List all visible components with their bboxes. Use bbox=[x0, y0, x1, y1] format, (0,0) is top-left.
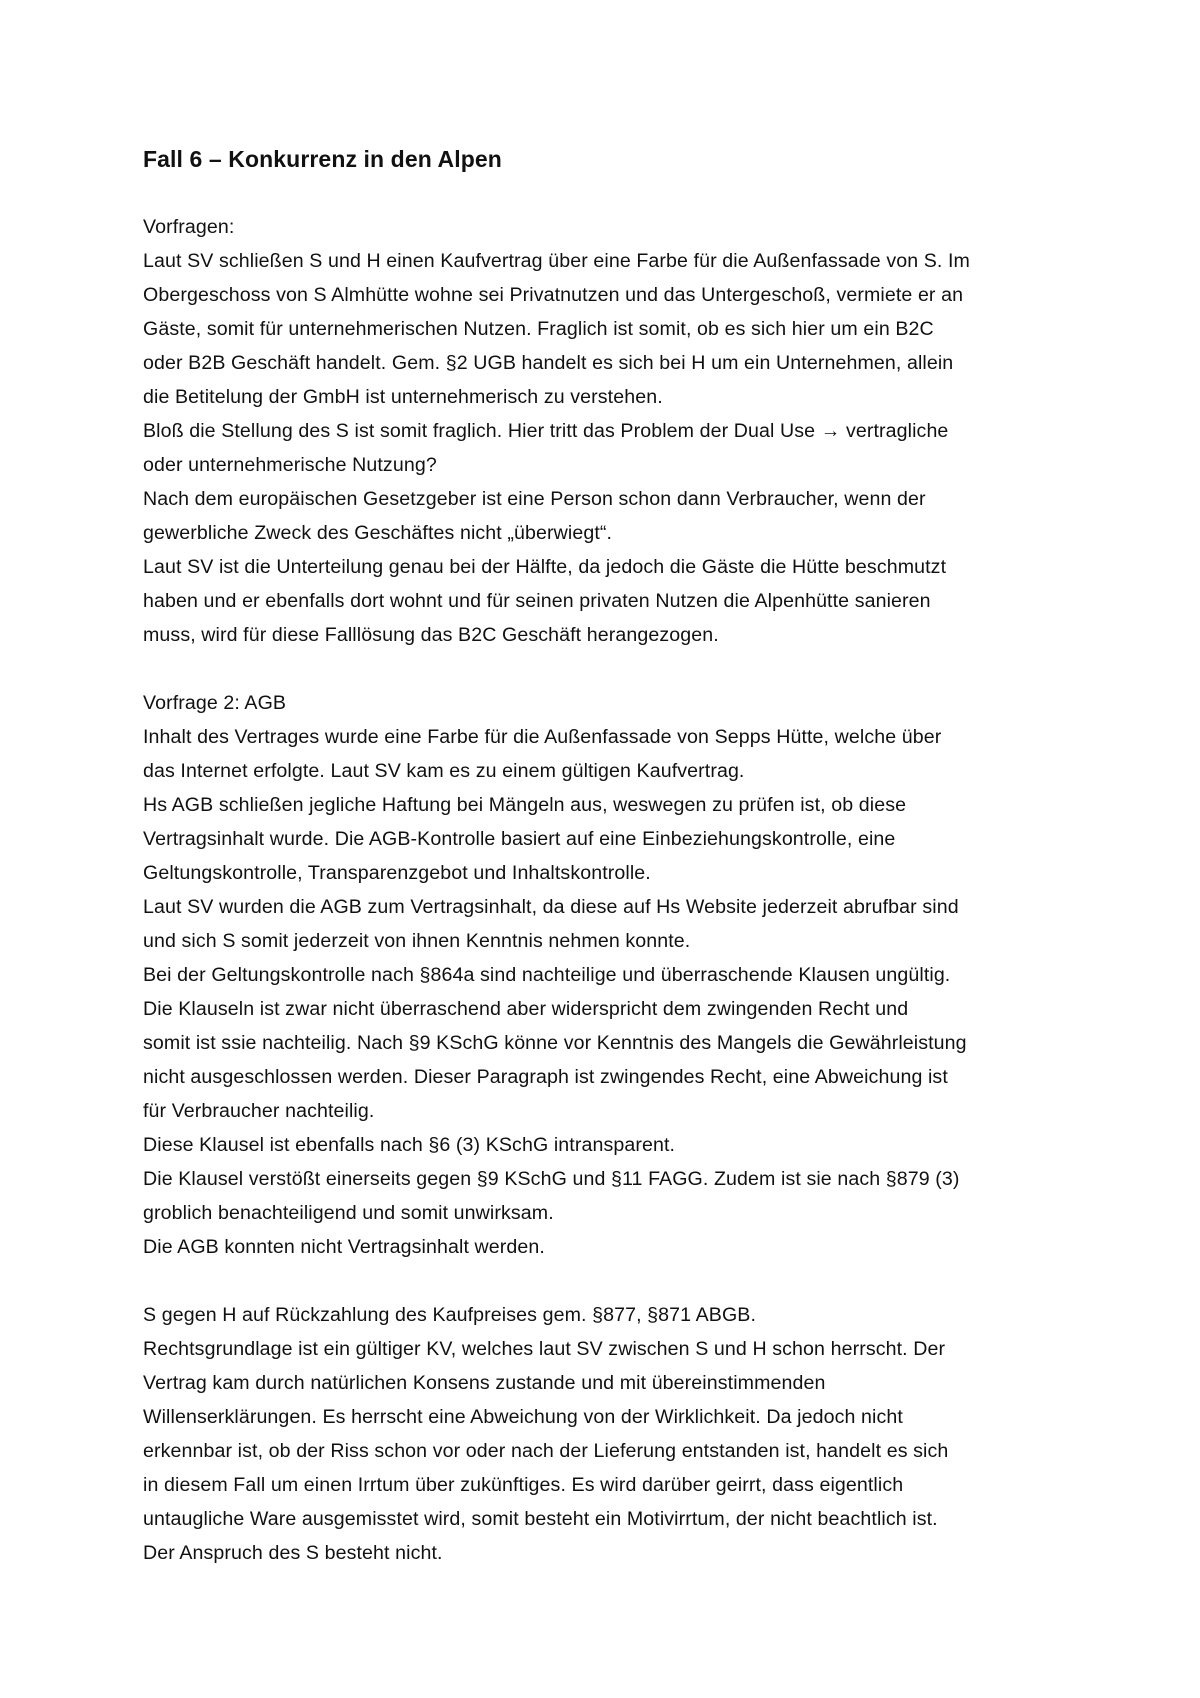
paragraph-line: Gäste, somit für unternehmerischen Nutzen. Fraglich ist somit, ob es sich hier um ein B2C bbox=[143, 318, 934, 340]
paragraph-line: die Betitelung der GmbH ist unternehmerisch zu verstehen. bbox=[143, 386, 663, 408]
paragraph-line: Obergeschoss von S Almhütte wohne sei Privatnutzen und das Untergeschoß, vermiete er an bbox=[143, 284, 964, 306]
paragraph-line: Hs AGB schließen jegliche Haftung bei Mängeln aus, weswegen zu prüfen ist, ob diese bbox=[143, 794, 907, 816]
paragraph-line: gewerbliche Zweck des Geschäftes nicht „überwiegt“. bbox=[143, 522, 613, 544]
paragraph-line: groblich benachteiligend und somit unwirksam. bbox=[143, 1202, 554, 1224]
paragraph-line: Laut SV ist die Unterteilung genau bei der Hälfte, da jedoch die Gäste die Hütte beschmutzt bbox=[143, 556, 947, 578]
paragraph-line: oder unternehmerische Nutzung? bbox=[143, 454, 437, 476]
paragraph-line: und sich S somit jederzeit von ihnen Kenntnis nehmen konnte. bbox=[143, 930, 691, 952]
paragraph-line: Geltungskontrolle, Transparenzgebot und Inhaltskontrolle. bbox=[143, 862, 651, 884]
paragraph-line: somit ist ssie nachteilig. Nach §9 KSchG könne vor Kenntnis des Mangels die Gewährleistung bbox=[143, 1032, 967, 1054]
section-rueckzahlung bbox=[143, 1298, 1083, 1570]
paragraph-line: Bloß die Stellung des S ist somit fraglich. Hier tritt das Problem der Dual Use → vertragliche bbox=[143, 420, 949, 442]
paragraph-line: oder B2B Geschäft handelt. Gem. §2 UGB handelt es sich bei H um ein Unternehmen, allein bbox=[143, 352, 954, 374]
paragraph-line: Nach dem europäischen Gesetzgeber ist eine Person schon dann Verbraucher, wenn der bbox=[143, 488, 926, 510]
paragraph-line: Willenserklärungen. Es herrscht eine Abweichung von der Wirklichkeit. Da jedoch nicht bbox=[143, 1406, 903, 1428]
paragraph-line: Die AGB konnten nicht Vertragsinhalt werden. bbox=[143, 1236, 545, 1258]
spacer bbox=[143, 652, 1083, 686]
paragraph-line: Die Klauseln ist zwar nicht überraschend aber widerspricht dem zwingenden Recht und bbox=[143, 998, 909, 1020]
paragraph-line: muss, wird für diese Falllösung das B2C Geschäft herangezogen. bbox=[143, 624, 719, 646]
paragraph-line: Bei der Geltungskontrolle nach §864a sind nachteilige und überraschende Klausen ungültig. bbox=[143, 964, 951, 986]
paragraph-line: für Verbraucher nachteilig. bbox=[143, 1100, 375, 1122]
paragraph-line: Rechtsgrundlage ist ein gültiger KV, welches laut SV zwischen S und H schon herrscht. Der bbox=[143, 1338, 946, 1360]
section-vorfrage-2-agb bbox=[143, 686, 1083, 1264]
section-vorfragen bbox=[143, 210, 1083, 652]
paragraph-line: das Internet erfolgte. Laut SV kam es zu einem gültigen Kaufvertrag. bbox=[143, 760, 745, 782]
paragraph-line: Der Anspruch des S besteht nicht. bbox=[143, 1542, 443, 1564]
paragraph-line: Laut SV schließen S und H einen Kaufvertrag über eine Farbe für die Außenfassade von S. Im bbox=[143, 250, 970, 272]
paragraph-line: Die Klausel verstößt einerseits gegen §9 KSchG und §11 FAGG. Zudem ist sie nach §879 (3) bbox=[143, 1168, 960, 1190]
paragraph-line: in diesem Fall um einen Irrtum über zukünftiges. Es wird darüber geirrt, dass eigentlich bbox=[143, 1474, 904, 1496]
paragraph-line: haben und er ebenfalls dort wohnt und für seinen privaten Nutzen die Alpenhütte sanieren bbox=[143, 590, 931, 612]
paragraph-line: Laut SV wurden die AGB zum Vertragsinhalt, da diese auf Hs Website jederzeit abrufbar sind bbox=[143, 896, 959, 918]
paragraph-line: Diese Klausel ist ebenfalls nach §6 (3) KSchG intransparent. bbox=[143, 1134, 676, 1156]
section-heading: Vorfragen: bbox=[143, 216, 235, 238]
document-body bbox=[143, 142, 1083, 1570]
spacer bbox=[143, 176, 1083, 210]
section-heading: S gegen H auf Rückzahlung des Kaufpreises gem. §877, §871 ABGB. bbox=[143, 1304, 757, 1326]
paragraph-line: Vertrag kam durch natürlichen Konsens zustande und mit übereinstimmenden bbox=[143, 1372, 826, 1394]
paragraph-line: Inhalt des Vertrages wurde eine Farbe für die Außenfassade von Sepps Hütte, welche über bbox=[143, 726, 942, 748]
paragraph-line: erkennbar ist, ob der Riss schon vor oder nach der Lieferung entstanden ist, handelt es sich bbox=[143, 1440, 949, 1462]
document-title: Fall 6 – Konkurrenz in den Alpen bbox=[143, 146, 502, 172]
paragraph-line: Vertragsinhalt wurde. Die AGB-Kontrolle basiert auf eine Einbeziehungskontrolle, eine bbox=[143, 828, 896, 850]
spacer bbox=[143, 1264, 1083, 1298]
paragraph-line: nicht ausgeschlossen werden. Dieser Paragraph ist zwingendes Recht, eine Abweichung ist bbox=[143, 1066, 948, 1088]
section-heading: Vorfrage 2: AGB bbox=[143, 692, 287, 714]
paragraph-line: untaugliche Ware ausgemisstet wird, somit besteht ein Motivirrtum, der nicht beachtlich ist. bbox=[143, 1508, 938, 1530]
